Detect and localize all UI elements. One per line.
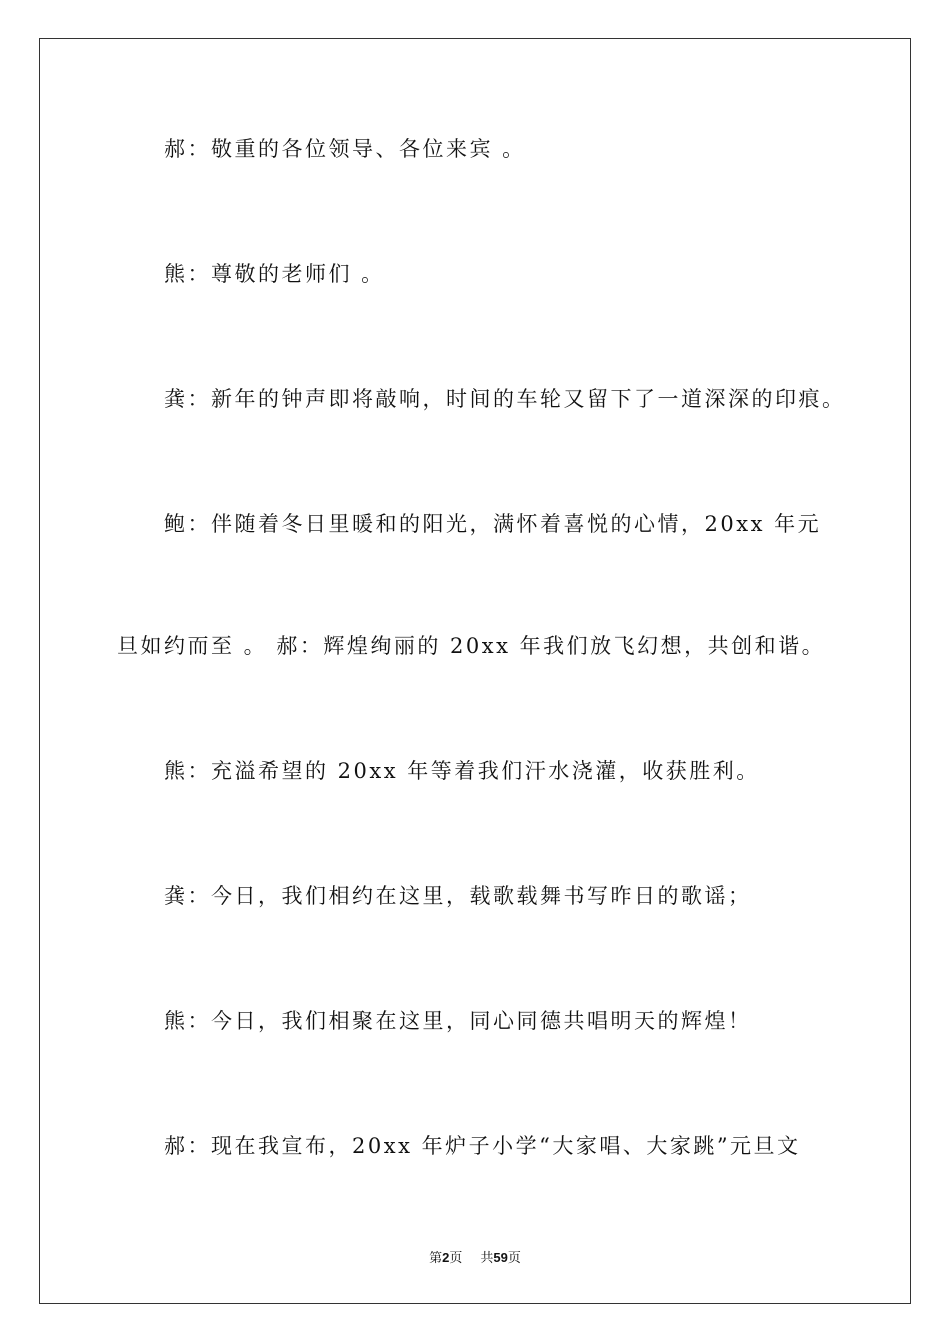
paragraph-line: 龚：新年的钟声即将敲响，时间的车轮又留下了一道深深的印痕。 bbox=[164, 387, 846, 411]
page-label-prefix: 第 bbox=[429, 1251, 443, 1266]
page-label-suffix: 页 bbox=[449, 1251, 463, 1266]
paragraph-line: 熊：今日，我们相聚在这里，同心同德共唱明天的辉煌！ bbox=[164, 1009, 752, 1033]
paragraph-line: 熊：充溢希望的 20xx 年等着我们汗水浇灌，收获胜利。 bbox=[164, 759, 760, 783]
paragraph-line: 熊：尊敬的老师们 。 bbox=[164, 262, 385, 286]
paragraph-line: 鲍：伴随着冬日里暖和的阳光，满怀着喜悦的心情，20xx 年元 bbox=[164, 512, 822, 536]
total-label-suffix: 页 bbox=[507, 1251, 521, 1266]
page-footer bbox=[0, 1251, 950, 1265]
paragraph-line: 郝：敬重的各位领导、各位来宾 。 bbox=[164, 137, 526, 161]
page-number: 2 bbox=[442, 1250, 450, 1265]
paragraph-line: 龚：今日，我们相约在这里，载歌载舞书写昨日的歌谣； bbox=[164, 884, 752, 908]
page-border bbox=[39, 38, 911, 1304]
total-label-prefix: 共 bbox=[480, 1251, 494, 1266]
paragraph-line: 旦如约而至 。 郝：辉煌绚丽的 20xx 年我们放飞幻想，共创和谐。 bbox=[117, 634, 826, 658]
paragraph-line: 郝：现在我宣布，20xx 年炉子小学“大家唱、大家跳”元旦文 bbox=[164, 1134, 801, 1158]
total-pages: 59 bbox=[493, 1250, 508, 1265]
